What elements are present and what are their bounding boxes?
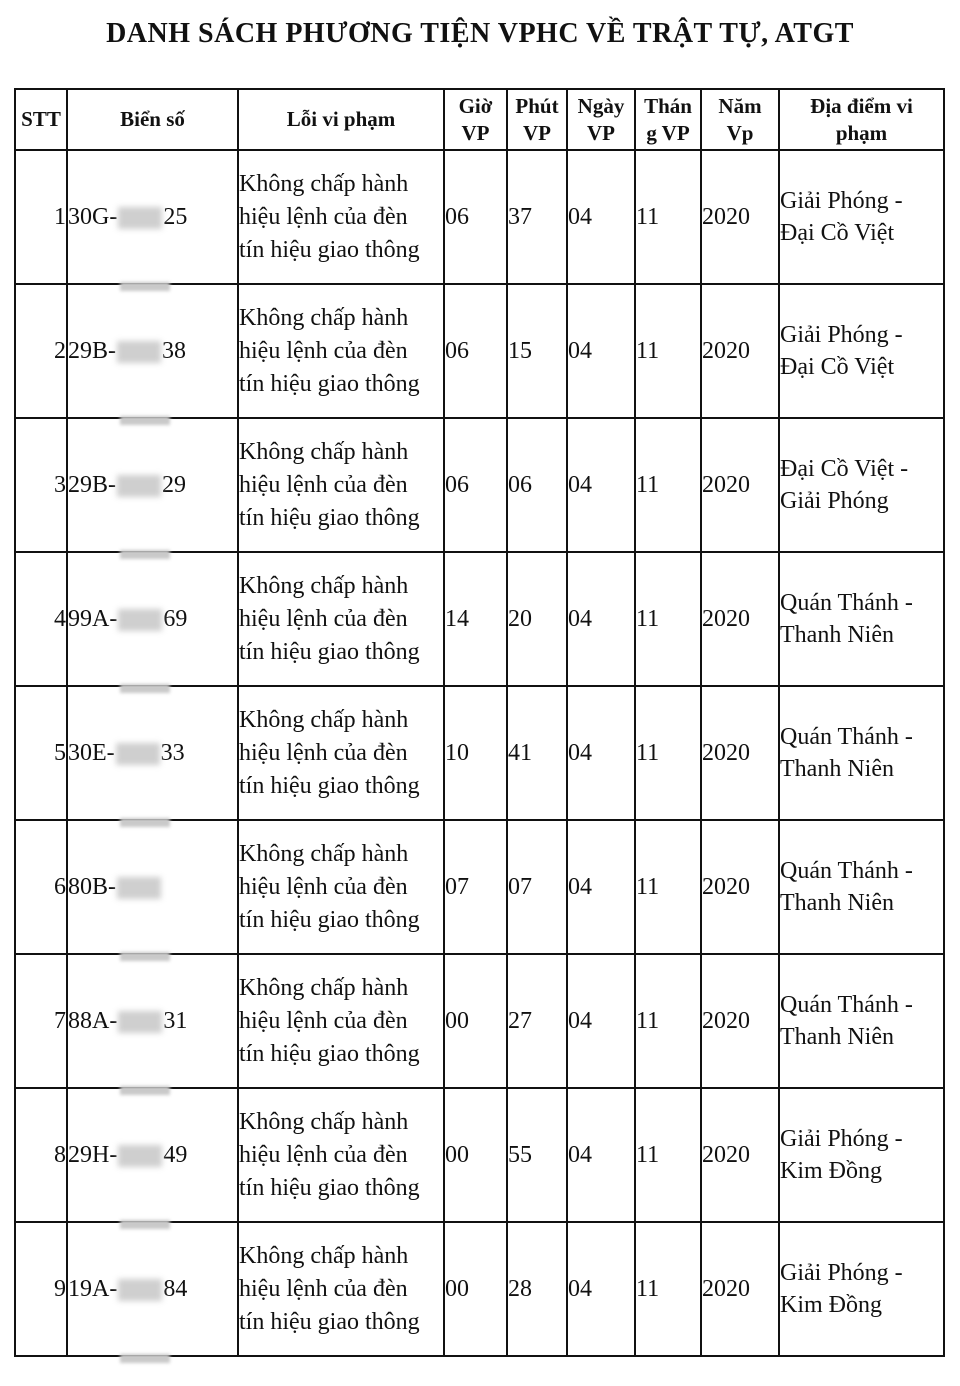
cell-place: Giải Phóng - Kim Đồng [779, 1088, 944, 1222]
plate-prefix: 29B- [68, 337, 116, 364]
cell-hour: 14 [444, 552, 507, 686]
cell-month: 11 [635, 686, 701, 820]
cell-stt: 8 [15, 1088, 67, 1222]
plate-suffix: 38 [162, 337, 186, 364]
cell-plate [67, 1222, 238, 1356]
cell-minute: 20 [507, 552, 567, 686]
table-row [15, 954, 944, 1088]
cell-hour: 10 [444, 686, 507, 820]
cell-place: Giải Phóng - Kim Đồng [779, 1222, 944, 1356]
cell-hour: 07 [444, 820, 507, 954]
cell-year: 2020 [701, 150, 779, 284]
cell-day: 04 [567, 150, 635, 284]
col-header-hour: Giờ VP [444, 89, 507, 150]
redacted-digits [118, 609, 162, 631]
cell-month: 11 [635, 1088, 701, 1222]
cell-month: 11 [635, 418, 701, 552]
cell-minute: 55 [507, 1088, 567, 1222]
cell-plate [67, 686, 238, 820]
document-title: DANH SÁCH PHƯƠNG TIỆN VPHC VỀ TRẬT TỰ, ATGT [106, 18, 854, 49]
plate-prefix: 30G- [68, 203, 118, 230]
col-header-stt: STT [15, 89, 67, 150]
plate-suffix: 49 [163, 1141, 188, 1168]
cell-year: 2020 [701, 1222, 779, 1356]
redacted-digits [118, 1279, 162, 1301]
plate-suffix: 84 [163, 1275, 188, 1302]
table-row [15, 1088, 944, 1222]
cell-place: Quán Thánh - Thanh Niên [779, 686, 944, 820]
plate-suffix: 31 [163, 1007, 188, 1034]
table-row [15, 1222, 944, 1356]
col-header-place: Địa điểm vi phạm [779, 89, 944, 150]
cell-error: Không chấp hành hiệu lệnh của đèn tín hiệu giao thông [238, 820, 444, 954]
cell-stt: 6 [15, 820, 67, 954]
cell-error: Không chấp hành hiệu lệnh của đèn tín hiệu giao thông [238, 150, 444, 284]
col-header-plate: Biển số [67, 89, 238, 150]
header-row [15, 89, 944, 150]
cell-minute: 07 [507, 820, 567, 954]
redacted-digits [118, 1145, 162, 1167]
cell-month: 11 [635, 1222, 701, 1356]
cell-stt: 3 [15, 418, 67, 552]
table-row [15, 284, 944, 418]
col-header-month: Thán g VP [635, 89, 701, 150]
redacted-digits [117, 341, 161, 363]
cell-error: Không chấp hành hiệu lệnh của đèn tín hiệu giao thông [238, 552, 444, 686]
cell-stt: 9 [15, 1222, 67, 1356]
table-row [15, 820, 944, 954]
cell-year: 2020 [701, 418, 779, 552]
plate-suffix: 25 [163, 203, 188, 230]
cell-month: 11 [635, 150, 701, 284]
redacted-digits [118, 207, 162, 229]
cell-place: Quán Thánh - Thanh Niên [779, 820, 944, 954]
cell-day: 04 [567, 1222, 635, 1356]
cell-place: Giải Phóng - Đại Cồ Việt [779, 284, 944, 418]
cell-error: Không chấp hành hiệu lệnh của đèn tín hiệu giao thông [238, 1088, 444, 1222]
cell-year: 2020 [701, 820, 779, 954]
cell-plate [67, 284, 238, 418]
cell-stt: 7 [15, 954, 67, 1088]
table-row [15, 150, 944, 284]
cell-hour: 06 [444, 418, 507, 552]
cell-hour: 06 [444, 150, 507, 284]
plate-prefix: 19A- [68, 1275, 118, 1302]
cell-error: Không chấp hành hiệu lệnh của đèn tín hiệu giao thông [238, 284, 444, 418]
cell-day: 04 [567, 686, 635, 820]
cell-plate [67, 418, 238, 552]
violations-table [14, 88, 945, 1357]
cell-year: 2020 [701, 1088, 779, 1222]
cell-minute: 41 [507, 686, 567, 820]
plate-prefix: 29H- [68, 1141, 118, 1168]
cell-month: 11 [635, 284, 701, 418]
cell-stt: 2 [15, 284, 67, 418]
cell-minute: 28 [507, 1222, 567, 1356]
plate-suffix: 33 [160, 739, 185, 766]
cell-minute: 06 [507, 418, 567, 552]
cell-day: 04 [567, 418, 635, 552]
cell-stt: 4 [15, 552, 67, 686]
cell-year: 2020 [701, 686, 779, 820]
plate-prefix: 30E- [68, 739, 115, 766]
plate-suffix: 69 [163, 605, 188, 632]
cell-year: 2020 [701, 552, 779, 686]
cell-minute: 15 [507, 284, 567, 418]
table-row [15, 418, 944, 552]
col-header-minute: Phút VP [507, 89, 567, 150]
cell-plate [67, 150, 238, 284]
cell-year: 2020 [701, 954, 779, 1088]
cell-month: 11 [635, 552, 701, 686]
cell-hour: 00 [444, 954, 507, 1088]
cell-error: Không chấp hành hiệu lệnh của đèn tín hiệu giao thông [238, 418, 444, 552]
cell-day: 04 [567, 820, 635, 954]
cell-hour: 00 [444, 1222, 507, 1356]
cell-place: Quán Thánh - Thanh Niên [779, 552, 944, 686]
cell-month: 11 [635, 820, 701, 954]
cell-day: 04 [567, 552, 635, 686]
col-header-day: Ngày VP [567, 89, 635, 150]
redaction-mark [120, 1354, 170, 1363]
table-row [15, 686, 944, 820]
plate-suffix: 29 [162, 471, 186, 498]
col-header-error: Lỗi vi phạm [238, 89, 444, 150]
cell-plate [67, 820, 238, 954]
plate-prefix: 99A- [68, 605, 118, 632]
table-row [15, 552, 944, 686]
plate-prefix: 29B- [68, 471, 116, 498]
cell-hour: 00 [444, 1088, 507, 1222]
redacted-digits [116, 743, 160, 765]
cell-place: Quán Thánh - Thanh Niên [779, 954, 944, 1088]
cell-minute: 27 [507, 954, 567, 1088]
plate-prefix: 88A- [68, 1007, 118, 1034]
cell-place: Đại Cồ Việt - Giải Phóng [779, 418, 944, 552]
plate-prefix: 80B- [68, 873, 116, 900]
cell-day: 04 [567, 1088, 635, 1222]
cell-error: Không chấp hành hiệu lệnh của đèn tín hiệu giao thông [238, 686, 444, 820]
redacted-digits [118, 1011, 162, 1033]
cell-day: 04 [567, 954, 635, 1088]
cell-day: 04 [567, 284, 635, 418]
cell-year: 2020 [701, 284, 779, 418]
cell-place: Giải Phóng - Đại Cồ Việt [779, 150, 944, 284]
col-header-year: Năm Vp [701, 89, 779, 150]
redacted-digits [117, 475, 161, 497]
cell-error: Không chấp hành hiệu lệnh của đèn tín hiệu giao thông [238, 1222, 444, 1356]
cell-month: 11 [635, 954, 701, 1088]
cell-plate [67, 954, 238, 1088]
cell-hour: 06 [444, 284, 507, 418]
cell-error: Không chấp hành hiệu lệnh của đèn tín hiệu giao thông [238, 954, 444, 1088]
cell-plate [67, 552, 238, 686]
cell-stt: 5 [15, 686, 67, 820]
cell-minute: 37 [507, 150, 567, 284]
cell-stt: 1 [15, 150, 67, 284]
cell-plate [67, 1088, 238, 1222]
redacted-digits [117, 877, 161, 899]
